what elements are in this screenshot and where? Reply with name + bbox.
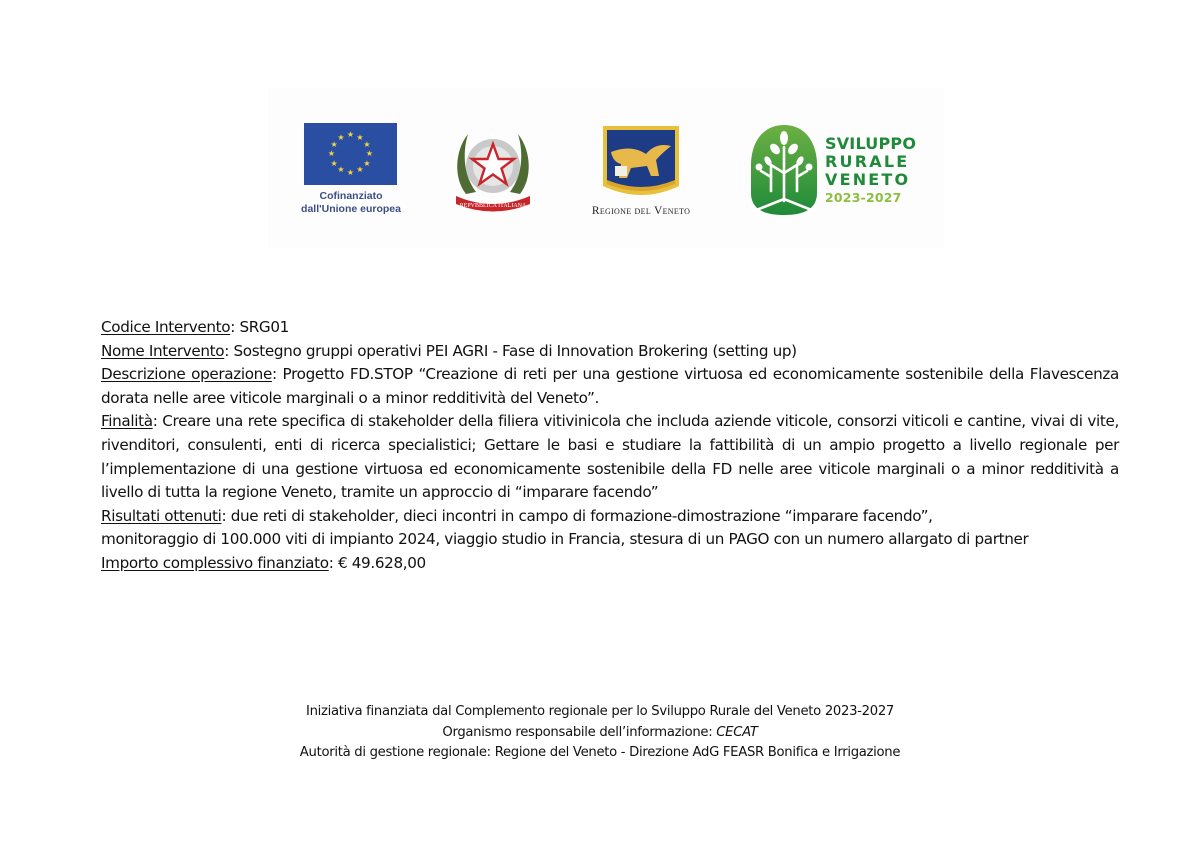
field-label: Finalità (101, 412, 153, 431)
footer-organism-name: CECAT (716, 724, 758, 740)
field-separator: : (152, 412, 163, 431)
svr-years: 2023-2027 (825, 190, 902, 205)
eu-star-icon: ★ (365, 149, 374, 158)
footer-line2 (200, 723, 1000, 744)
field-separator: : (230, 318, 240, 336)
field-risultati (101, 505, 1119, 552)
field-value: SRG01 (239, 318, 289, 336)
emblem-ribbon-text: REPVBBLICA ITALIANA (459, 203, 527, 209)
eu-caption-line2: dall'Unione europea (301, 203, 401, 215)
field-value: Sostegno gruppi operativi PEI AGRI - Fase di Innovation Brokering (setting up) (233, 341, 797, 360)
field-value-line1: due reti di stakeholder, dieci incontri in campo di formazione-dimostrazione “imparare facendo”, (230, 506, 933, 525)
field-value: Creare una rete specifica di stakeholder della filiera vitivinicola che includa aziende viticole, consorzi viticoli e cantine, vivai di vite, rivenditori, consulenti, enti di ricerca specialistici; Gettare le basi e studiare la fattibilità di un ampio progetto a livello regionale per l’implementazione di una gestione virtuosa ed economicamente sostenibile della FD nelle aree viticole marginali o a minor redditività a livello di tutta la regione Veneto, tramite un approccio di “imparare facendo” (101, 412, 1119, 502)
field-label: Descrizione operazione (101, 365, 272, 384)
eu-caption-line1: Cofinanziato (319, 190, 383, 202)
eu-caption (292, 190, 410, 216)
eu-star-icon: ★ (356, 132, 364, 142)
sviluppo-rurale-tree-icon (749, 123, 819, 217)
field-finalita (101, 410, 1119, 504)
eu-flag-icon (304, 123, 397, 185)
footer-line3: Autorità di gestione regionale: Regione del Veneto - Direzione AdG FEASR Bonifica e Irrigazione (299, 745, 901, 760)
eu-star-icon: ★ (346, 168, 355, 177)
veneto-caption: Regione del Veneto (591, 205, 691, 217)
eu-star-icon: ★ (356, 165, 364, 175)
field-codice (101, 316, 1119, 340)
svr-line1: SVILUPPO (825, 134, 917, 153)
eu-star-icon: ★ (330, 139, 338, 149)
field-value: € 49.628,00 (337, 553, 426, 572)
eu-star-icon: ★ (330, 158, 338, 168)
field-separator: : (328, 553, 338, 572)
eu-star-icon: ★ (327, 149, 336, 158)
footer-line1: Iniziativa finanziata dal Complemento regionale per lo Sviluppo Rurale del Veneto 2023-2027 (305, 704, 894, 719)
footer-line2-prefix: Organismo responsabile dell’informazione: (442, 724, 717, 740)
field-label: Nome Intervento (101, 341, 225, 360)
eu-star-icon: ★ (346, 130, 355, 139)
sviluppo-rurale-wordmark (825, 135, 916, 206)
svr-line3: VENETO (825, 170, 911, 189)
field-value-line2: monitoraggio di 100.000 viti di impianto 2024, viaggio studio in Francia, stesura di un PAGO con un numero allargato di partner (101, 530, 1029, 549)
field-label: Importo complessivo finanziato (101, 553, 329, 572)
footer (200, 702, 1000, 764)
veneto-lion-shield-icon (601, 124, 681, 204)
svr-line2: RURALE (825, 152, 910, 171)
field-importo (101, 552, 1119, 576)
field-separator: : (221, 506, 231, 525)
field-separator: : (271, 365, 283, 384)
intervention-details (101, 316, 1119, 576)
italian-emblem-icon (452, 124, 534, 216)
eu-star-icon: ★ (337, 165, 345, 175)
field-separator: : (224, 341, 234, 360)
field-value: Progetto FD.STOP “Creazione di reti per una gestione virtuosa ed economicamente sostenibile della Flavescenza dorata nelle aree viticole marginali o a minor redditività del Veneto”. (101, 365, 1119, 407)
field-label: Codice Intervento (101, 318, 231, 336)
field-descrizione (101, 363, 1119, 410)
eu-star-icon: ★ (363, 158, 371, 168)
field-label: Risultati ottenuti (101, 506, 222, 525)
eu-star-icon: ★ (337, 132, 345, 142)
field-nome (101, 340, 1119, 364)
eu-star-icon: ★ (363, 139, 371, 149)
